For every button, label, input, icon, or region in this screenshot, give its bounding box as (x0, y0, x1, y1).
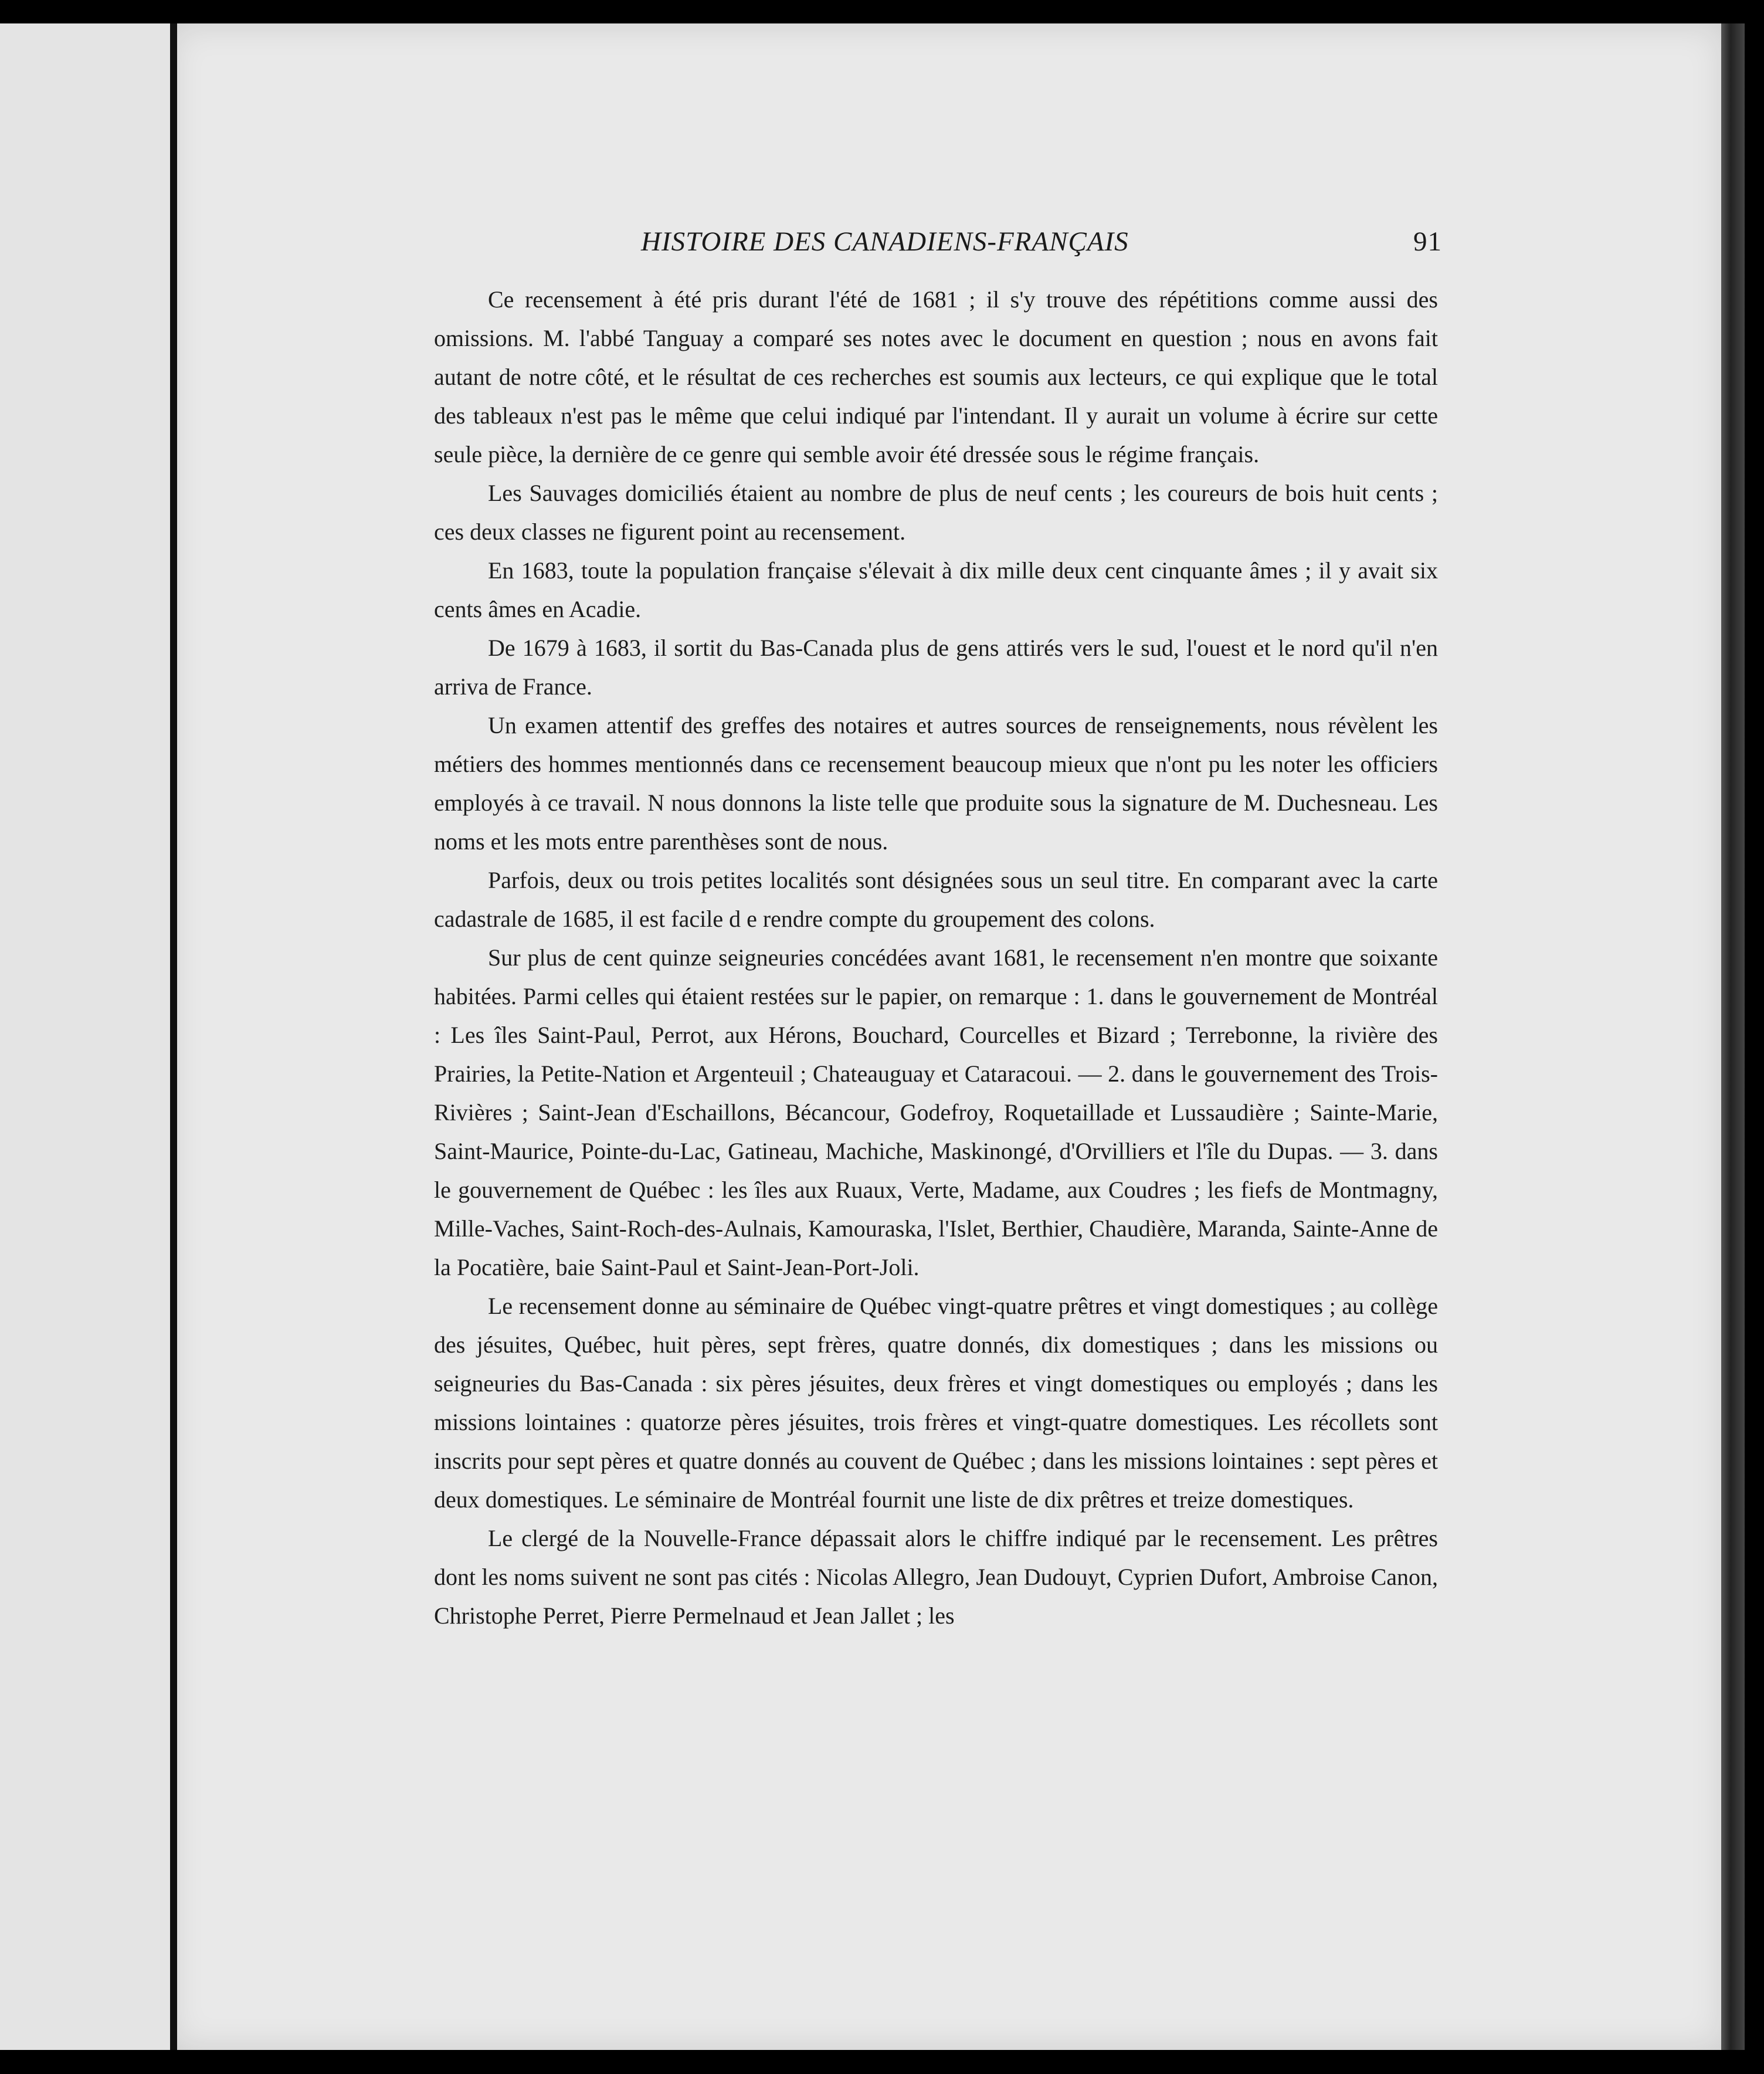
paragraph: Le clergé de la Nouvelle-France dépassait alors le chiffre indiqué par le recensement. Les prêtres dont les noms suivent ne sont pas cités : Nicolas Allegro, Jean Dudouyt, Cyprien Dufort, Ambroise Canon, Christophe Perret, Pierre Permelnaud et Jean Jallet ; les (434, 1525, 1438, 1629)
paragraph: Parfois, deux ou trois petites localités sont désignées sous un seul titre. En comparant avec la carte cadastrale de 1685, il est facile d e rendre compte du groupement des colons. (434, 867, 1438, 932)
paragraph: Ce recensement à été pris durant l'été de 1681 ; il s'y trouve des répétitions comme aussi des omissions. M. l'abbé Tanguay a comparé ses notes avec le document en question ; nous en avons fait autant de notre côté, et le résultat de ces recherches est soumis aux lecteurs, ce qui explique que le total des tableaux n'est pas le même que celui indiqué par l'intendant. Il y aurait un volume à écrire sur cette seule pièce, la dernière de ce genre qui semble avoir été dressée sous le régime français. (434, 286, 1438, 467)
page-edge-right (1721, 23, 1745, 2050)
body-text (434, 280, 1438, 1635)
paragraph: Les Sauvages domiciliés étaient au nombre de plus de neuf cents ; les coureurs de bois huit cents ; ces deux classes ne figurent point au recensement. (434, 480, 1438, 545)
paragraph: De 1679 à 1683, il sortit du Bas-Canada plus de gens attirés vers le sud, l'ouest et le nord qu'il n'en arriva de France. (434, 635, 1438, 700)
page-number: 91 (1413, 226, 1442, 257)
paragraph: Le recensement donne au séminaire de Québec vingt-quatre prêtres et vingt domestiques ; au collège des jésuites, Québec, huit pères, sept frères, quatre donnés, dix domestiques ; dans les missions ou seigneuries du Bas-Canada : six pères jésuites, deux frères et vingt domestiques ou employés ; dans les missions lointaines : quatorze pères jésuites, trois frères et vingt-quatre domestiques. Les récollets sont inscrits pour sept pères et quatre donnés au couvent de Québec ; dans les missions lointaines : sept pères et deux domestiques. Le séminaire de Montréal fournit une liste de dix prêtres et treize domestiques. (434, 1293, 1438, 1513)
paragraph: Un examen attentif des greffes des notaires et autres sources de renseignements, nous révèlent les métiers des hommes mentionnés dans ce recensement beaucoup mieux que n'ont pu les noter les officiers employés à ce travail. N nous donnons la liste telle que produite sous la signature de M. Duchesneau. Les noms et les mots entre parenthèses sont de nous. (434, 712, 1438, 855)
running-head-title: HISTOIRE DES CANADIENS-FRANÇAIS (641, 226, 1129, 257)
book-gutter (170, 23, 177, 2050)
paragraph: Sur plus de cent quinze seigneuries concédées avant 1681, le recensement n'en montre que soixante habitées. Parmi celles qui étaient restées sur le papier, on remarque : 1. dans le gouvernement de Montréal : Les îles Saint-Paul, Perrot, aux Hérons, Bouchard, Courcelles et Bizard ; Terrebonne, la rivière des Prairies, la Petite-Nation et Argenteuil ; Chateauguay et Cataracoui. — 2. dans le gouvernement des Trois-Rivières ; Saint-Jean d'Eschaillons, Bécancour, Godefroy, Roquetaillade et Lussaudière ; Sainte-Marie, Saint-Maurice, Pointe-du-Lac, Gatineau, Machiche, Maskinongé, d'Orvilliers et l'île du Dupas. — 3. dans le gouvernement de Québec : les îles aux Ruaux, Verte, Madame, aux Coudres ; les fiefs de Montmagny, Mille-Vaches, Saint-Roch-des-Aulnais, Kamouraska, l'Islet, Berthier, Chaudière, Maranda, Sainte-Anne de la Pocatière, baie Saint-Paul et Saint-Jean-Port-Joli. (434, 944, 1438, 1280)
facing-page-edge (0, 23, 170, 2050)
paragraph: En 1683, toute la population française s'élevait à dix mille deux cent cinquante âmes ; il y avait six cents âmes en Acadie. (434, 557, 1438, 622)
